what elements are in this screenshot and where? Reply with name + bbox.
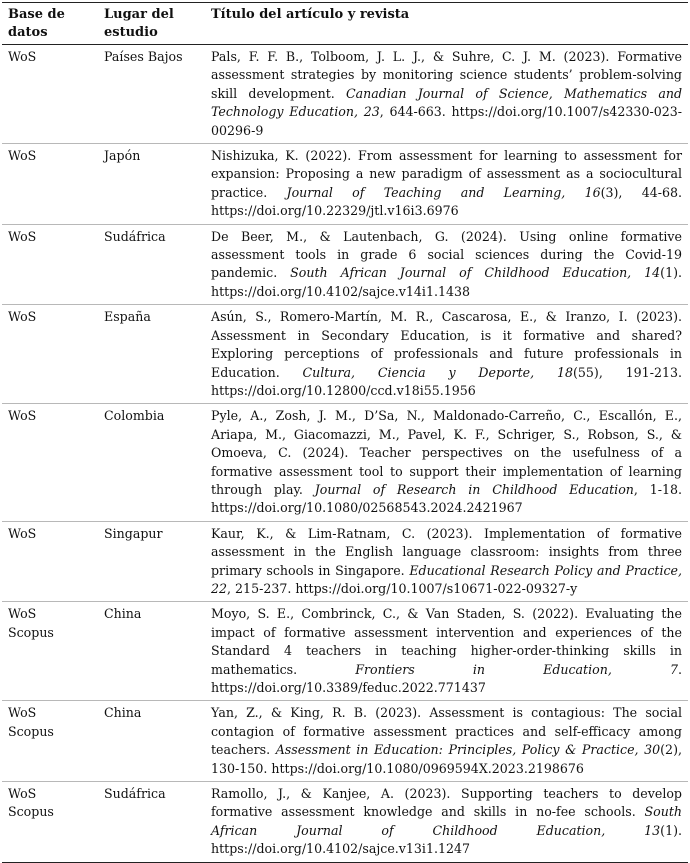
cell-database — [2, 45, 98, 144]
table-body — [2, 45, 688, 863]
database-name: WoS — [8, 148, 37, 164]
journal-name: South African Journal of Childhood Education, 13 — [211, 804, 682, 838]
cell-reference — [205, 305, 688, 404]
table-row — [2, 45, 688, 144]
database-name: WoS — [8, 49, 37, 64]
reference-details: (2), 130-150. https://doi.org/10.1080/0969594X.2023.2198676 — [211, 742, 682, 776]
database-name: WoS — [8, 525, 37, 541]
reference-text: Asún, S., Romero-Martín, M. R., Cascarosa, E., & Iranzo, I. (2023). Assessment in Secondary Education, is it formative and shared? Exploring perceptions of professionals and future professionals in Education. — [211, 309, 682, 380]
reference-text: Pyle, A., Zosh, J. M., D’Sa, N., Maldonado-Carreño, C., Escallón, E., Ariapa, M., Giacomazzi, M., Pavel, K. F., Schriger, S., Robson, S., & Omoeva, C. (2024). Teacher perspectives on the usefulness of a formative assessment tool to support their implementation of learning through play. — [211, 408, 682, 497]
cell-reference — [205, 45, 688, 144]
reference-details: , 644-663. https://doi.org/10.1007/s42330-023-00296-9 — [211, 104, 683, 138]
reference-text: Pals, F. F. B., Tolboom, J. L. J., & Suhre, C. J. M. (2023). Formative assessment strategies by monitoring science students’ problem-solving skill development. — [211, 49, 682, 101]
cell-reference — [205, 224, 688, 305]
reference-text: Nishizuka, K. (2022). From assessment for learning to assessment for expansion: Proposing a new paradigm of assessment as a sociocultural practice. — [211, 148, 682, 200]
header-database: Base de datos — [2, 3, 98, 45]
cell-location: Sudáfrica — [98, 224, 205, 305]
cell-location: España — [98, 305, 205, 404]
database-name: WoS — [8, 705, 37, 721]
database-name: WoS — [8, 228, 37, 244]
cell-database — [2, 305, 98, 404]
reference-text: Yan, Z., & King, R. B. (2023). Assessment is contagious: The social contagion of formative assessment practices and self-efficacy among teachers. — [211, 705, 682, 758]
cell-database — [2, 144, 98, 225]
journal-name: Journal of Research in Childhood Education — [314, 481, 634, 497]
cell-reference — [205, 521, 688, 602]
reference-details: (1). https://doi.org/10.4102/sajce.v14i1.1438 — [211, 265, 682, 299]
table-row — [2, 305, 688, 404]
header-location: Lugar del estudio — [98, 3, 205, 45]
reference-text: Kaur, K., & Lim-Ratnam, C. (2023). Implementation of formative assessment in the English language classroom: insights from three primary schools in Singapore. — [211, 525, 682, 578]
header-article: Título del artículo y revista — [205, 3, 688, 45]
cell-database — [2, 224, 98, 305]
journal-name: Canadian Journal of Science, Mathematics and Technology Education, 23 — [211, 85, 683, 120]
cell-location: China — [98, 602, 205, 701]
table-row — [2, 521, 688, 602]
cell-location: Singapur — [98, 521, 205, 602]
table-row — [2, 144, 688, 225]
table-row — [2, 224, 688, 305]
reference-details: (3), 44-68. https://doi.org/10.22329/jtl.v16i3.6976 — [211, 184, 683, 219]
references-table — [2, 2, 688, 863]
journal-name: Educational Research Policy and Practice, 22 — [211, 562, 682, 596]
database-name: Scopus — [8, 804, 54, 820]
reference-details: , 215-237. https://doi.org/10.1007/s10671-022-09327-y — [227, 580, 578, 596]
journal-name: Cultura, Ciencia y Deporte, 18 — [302, 364, 573, 380]
reference-text: Moyo, S. E., Combrinck, C., & Van Staden, S. (2022). Evaluating the impact of formative assessment intervention and experiences of the Standard 4 teachers in teaching higher-order-thinking skills in mathematics. — [211, 606, 682, 677]
database-name: WoS — [8, 408, 37, 424]
database-name: WoS — [8, 606, 37, 622]
reference-text: De Beer, M., & Lautenbach, G. (2024). Using online formative assessment tools in grade 6 social sciences during the Covid-19 pandemic. — [211, 228, 682, 281]
table-row — [2, 782, 688, 863]
cell-reference — [205, 602, 688, 701]
database-name: WoS — [8, 309, 37, 325]
cell-location: Países Bajos — [98, 45, 205, 144]
cell-database — [2, 602, 98, 701]
reference-details: (1). https://doi.org/10.4102/sajce.v13i1.1247 — [211, 822, 682, 857]
journal-name: Journal of Teaching and Learning, 16 — [286, 184, 601, 200]
cell-reference — [205, 144, 688, 225]
cell-database — [2, 701, 98, 782]
cell-location: Colombia — [98, 404, 205, 521]
table-row — [2, 602, 688, 701]
database-name: Scopus — [8, 624, 54, 640]
journal-name: Frontiers in Education, 7 — [355, 661, 678, 677]
reference-details: . https://doi.org/10.3389/feduc.2022.771437 — [211, 661, 682, 695]
cell-location: China — [98, 701, 205, 782]
cell-database — [2, 404, 98, 521]
reference-details: , 1-18. https://doi.org/10.1080/02568543.2024.2421967 — [211, 481, 682, 516]
journal-name: South African Journal of Childhood Education, 14 — [290, 265, 661, 281]
cell-location: Japón — [98, 144, 205, 225]
cell-database — [2, 521, 98, 602]
reference-text: Ramollo, J., & Kanjee, A. (2023). Supporting teachers to develop formative assessment knowledge and skills in no-fee schools. — [211, 786, 682, 820]
cell-reference — [205, 404, 688, 521]
database-name: Scopus — [8, 723, 54, 739]
reference-details: (55), 191-213. https://doi.org/10.12800/ccd.v18i55.1956 — [211, 364, 682, 398]
table-row — [2, 404, 688, 521]
document-page — [2, 2, 688, 863]
cell-reference — [205, 782, 688, 863]
database-name: WoS — [8, 786, 37, 802]
header-row — [2, 3, 688, 45]
cell-database — [2, 782, 98, 863]
table-row — [2, 701, 688, 782]
cell-location: Sudáfrica — [98, 782, 205, 863]
journal-name: Assessment in Education: Principles, Policy & Practice, 30 — [275, 742, 661, 758]
table-header — [2, 3, 688, 45]
cell-reference — [205, 701, 688, 782]
